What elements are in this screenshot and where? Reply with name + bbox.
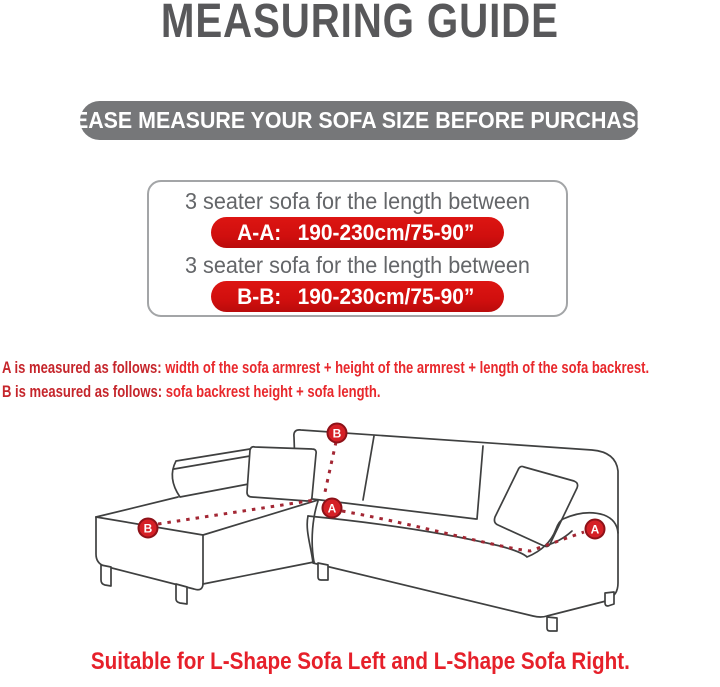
dashed-line-b-vertical bbox=[325, 442, 336, 492]
size-pill-a-label: A-A: bbox=[236, 219, 282, 245]
size-pill-a-value: 190-230cm/75-90” bbox=[297, 219, 475, 245]
sofa-line-art bbox=[96, 430, 618, 631]
page-title-text: MEASURING GUIDE bbox=[161, 0, 559, 48]
note-a-prefix: A is measured as follows: bbox=[2, 359, 162, 377]
marker-b-left bbox=[139, 519, 158, 538]
size-pill-b-value: 190-230cm/75-90” bbox=[297, 283, 475, 309]
svg-text:B: B bbox=[143, 521, 153, 536]
notice-banner-text: PLEASE MEASURE YOUR SOFA SIZE BEFORE PURCHASING bbox=[46, 107, 674, 133]
note-b-prefix: B is measured as follows: bbox=[2, 383, 163, 401]
svg-text:A: A bbox=[590, 522, 600, 537]
size-intro-b: 3 seater sofa for the length between bbox=[185, 252, 530, 278]
marker-b-top bbox=[328, 424, 347, 443]
marker-a-corner bbox=[323, 499, 342, 518]
svg-text:B: B bbox=[332, 426, 342, 441]
footer-note bbox=[0, 648, 720, 676]
footer-note-text: Suitable for L-Shape Sofa Left and L-Shape Sofa Right. bbox=[90, 648, 630, 675]
dashed-line-b-horizontal bbox=[158, 500, 315, 524]
note-a-text: width of the sofa armrest + height of the armrest + length of the sofa backrest. bbox=[161, 359, 650, 377]
note-b-text: sofa backrest height + sofa length. bbox=[162, 383, 381, 401]
marker-a-right bbox=[586, 520, 605, 539]
size-intro-a: 3 seater sofa for the length between bbox=[185, 188, 530, 214]
svg-text:A: A bbox=[327, 501, 337, 516]
size-pill-b-label: B-B: bbox=[236, 283, 282, 309]
